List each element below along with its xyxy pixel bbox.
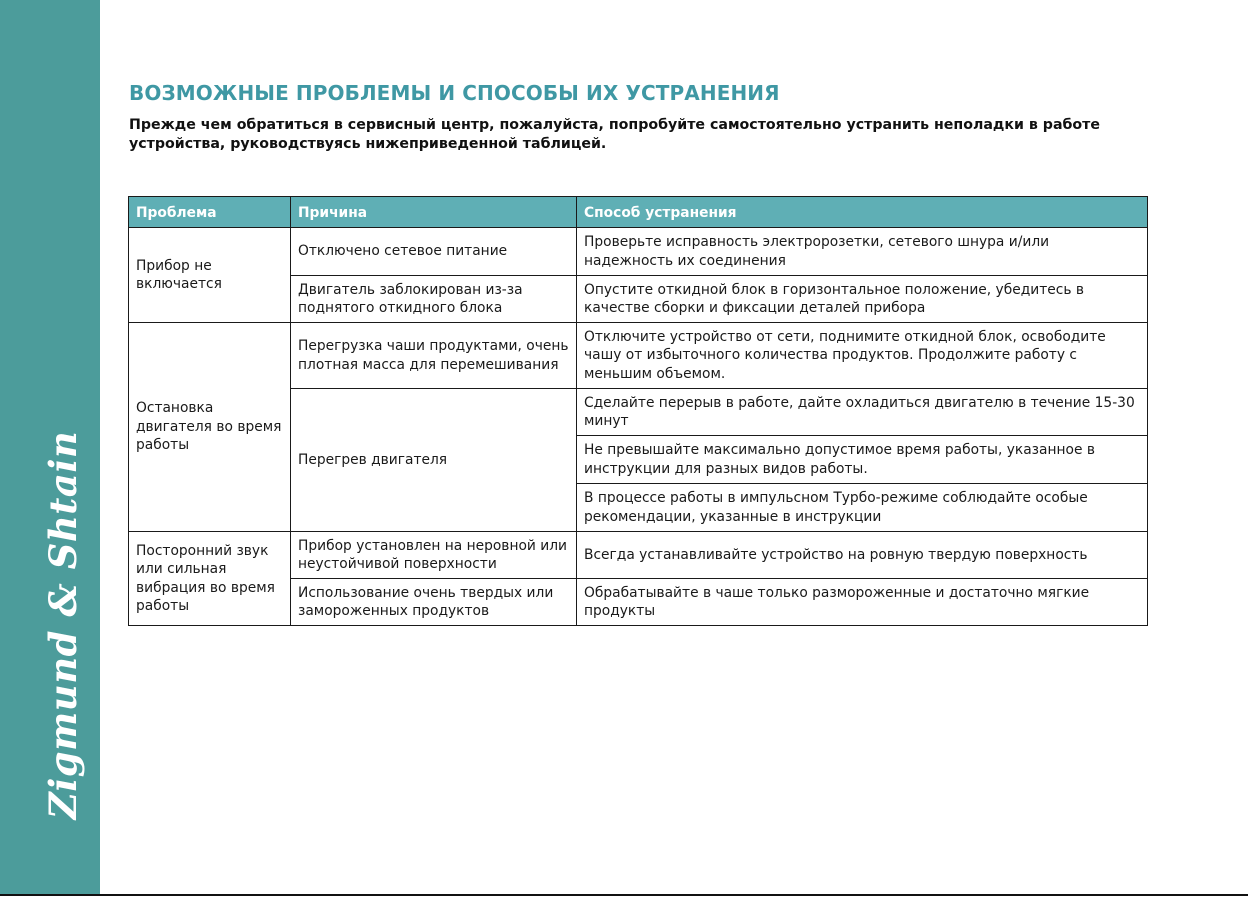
solution-cell: Сделайте перерыв в работе, дайте охладиться двигателю в течение 15-30 минут — [577, 389, 1148, 436]
table-header-row — [129, 197, 1148, 228]
solution-cell: Отключите устройство от сети, поднимите откидной блок, освободите чашу от избыточного количества продуктов. Продолжите работу с меньшим объемом. — [577, 323, 1148, 389]
solution-cell: Не превышайте максимально допустимое время работы, указанное в инструкции для разных видов работы. — [577, 436, 1148, 484]
table-row — [129, 532, 1148, 579]
cause-cell: Двигатель заблокирован из-за поднятого откидного блока — [291, 276, 577, 323]
solution-cell: В процессе работы в импульсном Турбо-режиме соблюдайте особые рекомендации, указанные в инструкции — [577, 484, 1148, 532]
header-cause: Причина — [291, 197, 577, 228]
cause-cell: Использование очень твердых или замороженных продуктов — [291, 579, 577, 626]
table-row — [129, 228, 1148, 276]
problem-cell: Посторонний звук или сильная вибрация во время работы — [129, 532, 291, 626]
table-row — [129, 323, 1148, 389]
problem-cell: Остановка двигателя во время работы — [129, 323, 291, 532]
cause-cell: Перегрузка чаши продуктами, очень плотная масса для перемешивания — [291, 323, 577, 389]
header-solution: Способ устранения — [577, 197, 1148, 228]
header-problem: Проблема — [129, 197, 291, 228]
brand-sidebar — [0, 0, 100, 894]
cause-cell: Отключено сетевое питание — [291, 228, 577, 276]
solution-cell: Опустите откидной блок в горизонтальное положение, убедитесь в качестве сборки и фиксации деталей прибора — [577, 276, 1148, 323]
brand-logo: Zigmund & Shtain — [41, 430, 85, 820]
troubleshooting-table — [128, 196, 1148, 626]
page-title: ВОЗМОЖНЫЕ ПРОБЛЕМЫ И СПОСОБЫ ИХ УСТРАНЕНИЯ — [129, 81, 780, 105]
intro-text: Прежде чем обратиться в сервисный центр, пожалуйста, попробуйте самостоятельно устранить неполадки в работе устройства, руководствуясь нижеприведенной таблицей. — [129, 117, 1101, 152]
problem-cell: Прибор не включается — [129, 228, 291, 323]
solution-cell: Всегда устанавливайте устройство на ровную твердую поверхность — [577, 532, 1148, 579]
cause-cell: Прибор установлен на неровной или неустойчивой поверхности — [291, 532, 577, 579]
bottom-divider — [0, 894, 1248, 896]
cause-cell: Перегрев двигателя — [291, 389, 577, 532]
solution-cell: Проверьте исправность электророзетки, сетевого шнура и/или надежность их соединения — [577, 228, 1148, 276]
solution-cell: Обрабатывайте в чаше только размороженные и достаточно мягкие продукты — [577, 579, 1148, 626]
